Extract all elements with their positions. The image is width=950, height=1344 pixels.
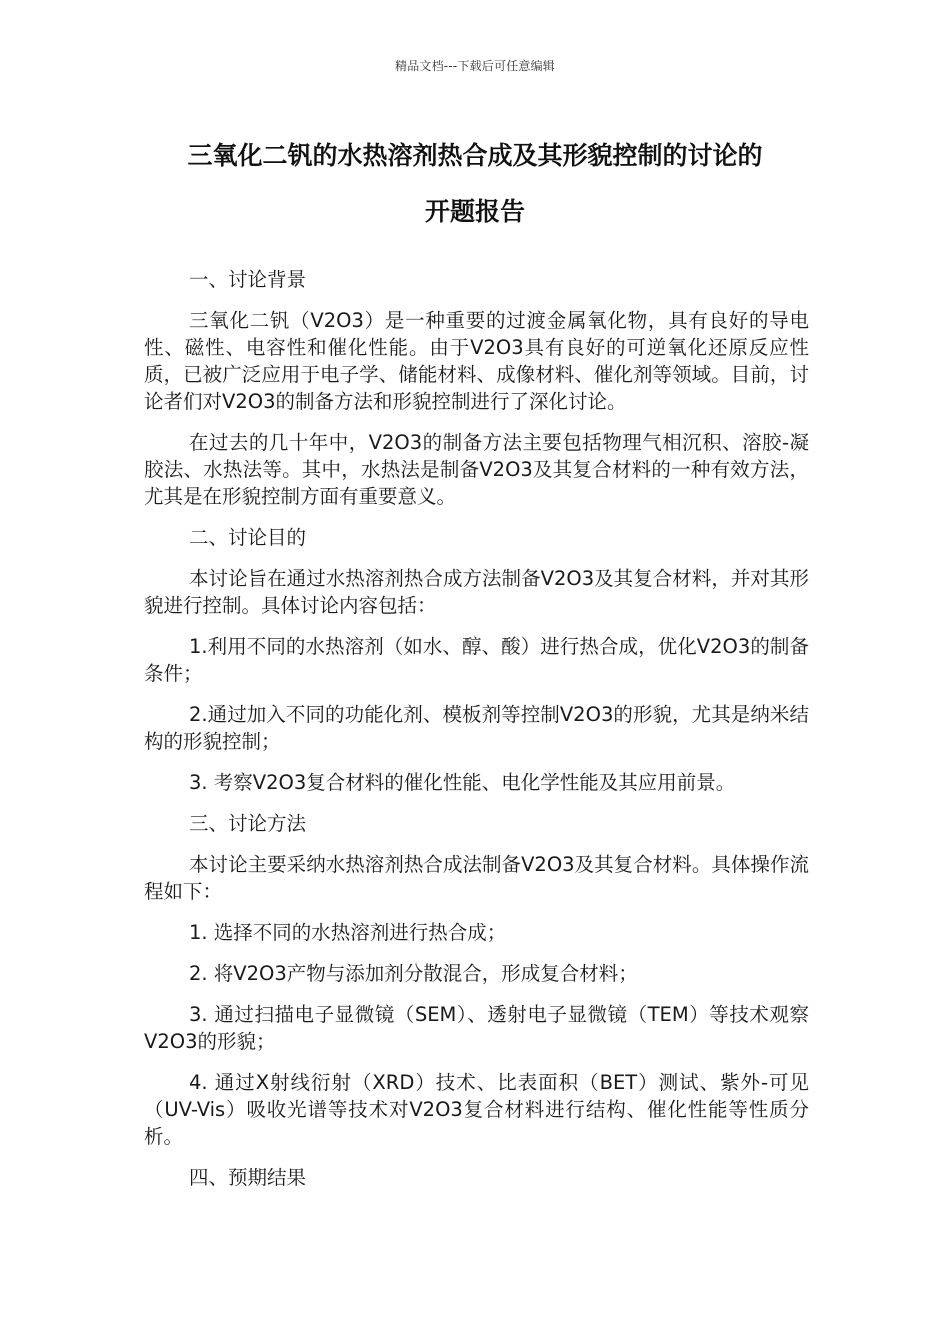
- list-item-methods-4: 4. 通过X射线衍射（XRD）技术、比表面积（BET）测试、紫外-可见（UV-Vis）吸收光谱等技术对V2O3复合材料进行结构、催化性能等性质分析。: [144, 1071, 809, 1148]
- title-line-1: 三氧化二钒的水热溶剂热合成及其形貌控制的讨论的: [187, 141, 763, 170]
- list-item-purpose-1: 1.利用不同的水热溶剂（如水、醇、酸）进行热合成，优化V2O3的制备条件；: [144, 635, 809, 685]
- list-item-methods-2: 2. 将V2O3产物与添加剂分散混合，形成复合材料；: [189, 962, 638, 985]
- paragraph-methods-intro: 本讨论主要采纳水热溶剂热合成法制备V2O3及其复合材料。具体操作流程如下：: [144, 853, 809, 903]
- section-heading-results: 四、预期结果: [189, 1166, 307, 1189]
- paragraph-purpose-intro: 本讨论旨在通过水热溶剂热合成方法制备V2O3及其复合材料，并对其形貌进行控制。具体讨论内容包括：: [144, 567, 809, 617]
- list-item-methods-3: 3. 通过扫描电子显微镜（SEM）、透射电子显微镜（TEM）等技术观察V2O3的形貌；: [144, 1003, 809, 1053]
- section-heading-background: 一、讨论背景: [189, 268, 307, 291]
- title-line-2: 开题报告: [424, 197, 525, 226]
- section-heading-methods: 三、讨论方法: [189, 812, 307, 835]
- section-heading-purpose: 二、讨论目的: [189, 526, 307, 549]
- paragraph-background-2: 在过去的几十年中，V2O3的制备方法主要包括物理气相沉积、溶胶-凝胶法、水热法等。其中，水热法是制备V2O3及其复合材料的一种有效方法，尤其是在形貌控制方面有重要意义。: [144, 431, 809, 508]
- list-item-methods-1: 1. 选择不同的水热溶剂进行热合成；: [189, 921, 507, 944]
- list-item-purpose-2: 2.通过加入不同的功能化剂、模板剂等控制V2O3的形貌，尤其是纳米结构的形貌控制；: [144, 703, 809, 753]
- paragraph-background-1: 三氧化二钒（V2O3）是一种重要的过渡金属氧化物，具有良好的导电性、磁性、电容性和催化性能。由于V2O3具有良好的可逆氧化还原反应性质，已被广泛应用于电子学、储能材料、成像材料、催化剂等领域。目前，讨论者们对V2O3的制备方法和形貌控制进行了深化讨论。: [144, 309, 809, 413]
- document-title: [110, 128, 840, 240]
- page-header-watermark: 精品文档---下载后可任意编辑: [395, 59, 555, 73]
- document-body: [144, 266, 809, 1205]
- list-item-purpose-3: 3. 考察V2O3复合材料的催化性能、电化学性能及其应用前景。: [189, 771, 736, 794]
